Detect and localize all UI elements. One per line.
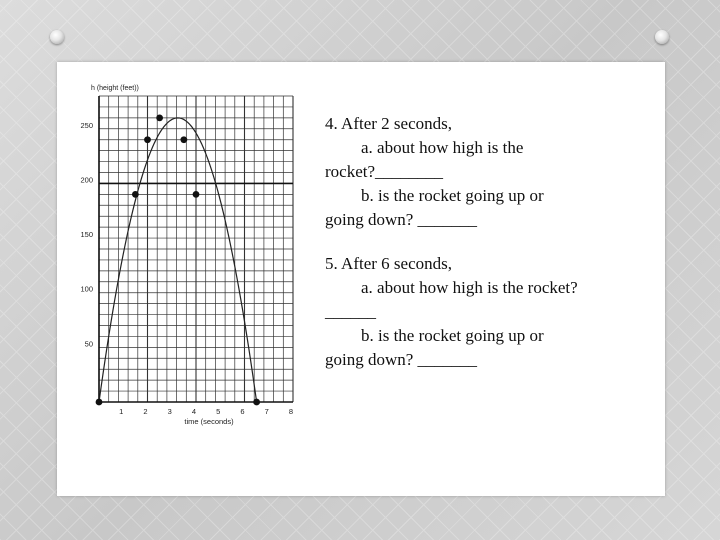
x-tick-label: 7: [264, 407, 269, 416]
x-tick-label: 8: [288, 407, 294, 416]
x-axis-title: time (seconds): [184, 417, 234, 426]
question-4a-line2: rocket?________: [325, 162, 444, 181]
slide: [57, 62, 665, 496]
question-4b-line1: b. is the rocket going up or: [361, 186, 544, 205]
y-tick-label: 50: [84, 339, 93, 349]
y-tick-label: 250: [80, 120, 93, 130]
question-5b-line1: b. is the rocket going up or: [361, 326, 544, 345]
data-point: [156, 114, 163, 121]
questions-panel: [325, 112, 655, 392]
x-tick-label: 3: [167, 407, 172, 416]
data-point: [144, 136, 151, 143]
question-4: [325, 112, 655, 232]
y-tick-label: 100: [80, 284, 93, 294]
top-left-bolt-icon: [50, 30, 64, 44]
x-tick-label: 5: [216, 407, 221, 416]
question-5-title: 5. After 6 seconds,: [325, 254, 453, 273]
y-tick-label: 200: [80, 175, 93, 185]
question-5a-line1: a. about how high is the rocket?: [361, 278, 578, 297]
tick-labels: [80, 121, 293, 416]
question-5b-line2: going down? _______: [325, 350, 478, 369]
data-point: [132, 191, 139, 198]
y-tick-label: 150: [80, 230, 93, 240]
question-5a-line2: ______: [325, 302, 376, 321]
x-tick-label: 4: [191, 407, 197, 416]
chart-grid: [99, 96, 293, 402]
top-right-bolt-icon: [655, 30, 669, 44]
data-point: [193, 191, 200, 198]
data-point: [96, 399, 103, 406]
question-4-title: 4. After 2 seconds,: [325, 114, 453, 133]
data-point: [180, 136, 187, 143]
question-4a-line1: a. about how high is the: [361, 138, 524, 157]
data-point: [253, 399, 260, 406]
question-4b-line2: going down? _______: [325, 210, 478, 229]
question-5: [325, 252, 655, 372]
x-tick-label: 1: [119, 407, 124, 416]
y-axis-title: h (height (feet)): [91, 85, 139, 92]
x-tick-label: 2: [143, 407, 148, 416]
x-tick-label: 6: [240, 407, 245, 416]
